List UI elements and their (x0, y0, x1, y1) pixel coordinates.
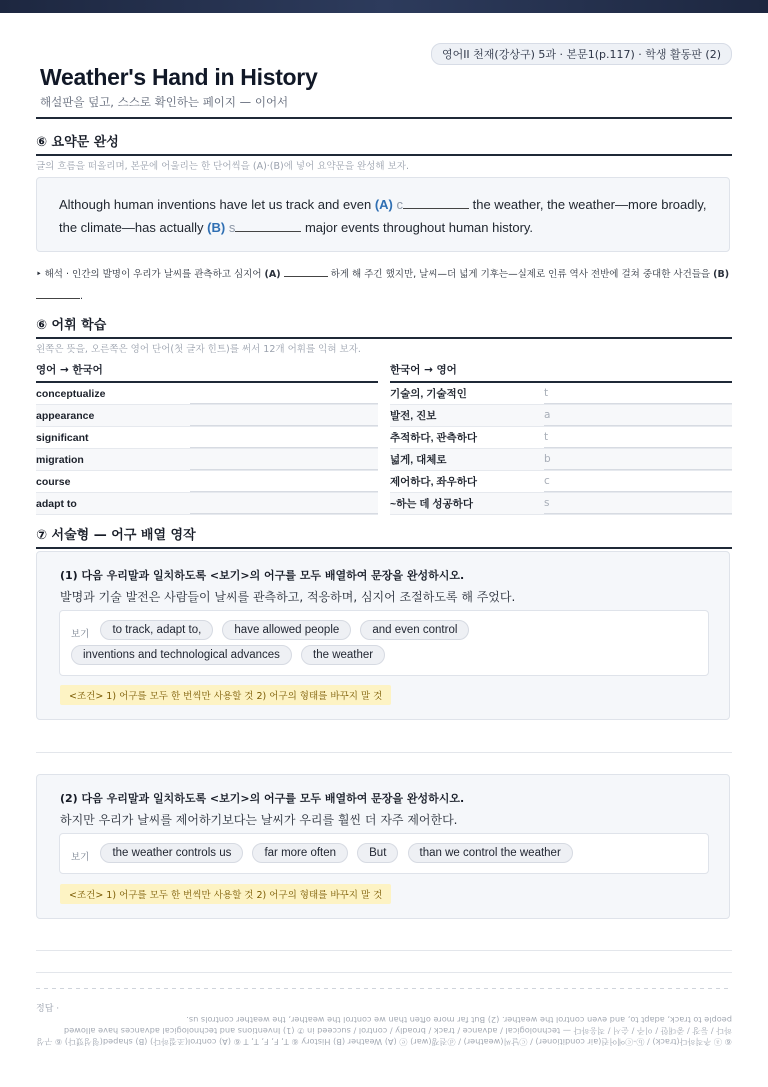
answer-line[interactable] (36, 752, 732, 753)
vocab-kor-eng-column (390, 362, 732, 515)
vocab-word: migration (36, 453, 84, 466)
translation-a-marker: (A) (264, 269, 281, 280)
word-chip[interactable]: than we control the weather (408, 843, 573, 863)
writing-heading: ⑦ 서술형 — 어구 배열 영작 (36, 524, 732, 549)
vocab-row (390, 427, 732, 449)
summary-box (36, 177, 730, 252)
summary-heading: ⑥ 요약문 완성 (36, 131, 732, 156)
vocab-word: 제어하다, 좌우하다 (390, 476, 477, 488)
vocab-hint-field[interactable]: t (544, 427, 732, 448)
summary-text-part2: the weather, the weather—more broadly, the climate—has actually (59, 197, 707, 235)
vocab-left-header: 영어 → 한국어 (36, 362, 378, 383)
blank-b-hint: s (228, 220, 236, 235)
vocab-row (36, 471, 378, 493)
vocab-word: 발전, 진보 (390, 410, 437, 422)
vocab-hint-field[interactable]: b (544, 449, 732, 470)
question-2-word-bank (59, 833, 709, 874)
vocab-row (36, 427, 378, 449)
vocab-right-header: 한국어 → 영어 (390, 362, 732, 383)
word-chip[interactable]: But (357, 843, 398, 863)
question-2-box (36, 774, 730, 919)
word-bank-label: 보기 (71, 628, 90, 640)
question-1-box (36, 551, 730, 720)
word-bank-label: 보기 (71, 851, 90, 863)
vocab-answer-field[interactable] (190, 405, 378, 426)
answer-key-upside-down: ⑥ ⓐ 추적하다(track) / ⓑ-ⓒ에어컨(air conditioner) / ⓒ날씨(weather) / ⓓ전쟁(war) ⓔ (A) Weather (B) History ⑥ T, F, F, T, T ⑥ (A) control(조절하다) (B) shaped(형성했다) ⑥ 구성하다 / 등장 / 중대한 / 이주 / 순서 / 적응하다 — technological / advance / track / broadly / control / succeed in ⑦ (1) Inventions and technological advances have allowed people to track, adapt to, and even control the weather. (2) But far more often than we control the weather, the weather controls us. (36, 1015, 732, 1047)
blank-b-input[interactable] (235, 218, 301, 232)
answer-line[interactable] (36, 950, 732, 951)
question-1-korean: 발명과 기술 발전은 사람들이 날씨를 관측하고, 적응하며, 심지어 조절하도록 해 주었다. (60, 590, 516, 604)
vocab-answer-field[interactable] (190, 383, 378, 404)
translation-a-blank[interactable] (284, 266, 328, 277)
summary-translation (36, 264, 732, 308)
vocab-answer-field[interactable] (190, 427, 378, 448)
vocab-word: 넓게, 대체로 (390, 454, 447, 466)
title-divider (36, 117, 732, 119)
vocab-row (36, 493, 378, 515)
question-1-title: (1) 다음 우리말과 일치하도록 <보기>의 어구를 모두 배열하여 문장을 완성하시오. (60, 569, 465, 582)
vocab-eng-kor-column (36, 362, 378, 515)
word-chip[interactable]: to track, adapt to, (100, 620, 213, 640)
word-chip[interactable]: and even control (360, 620, 469, 640)
page-subtitle: 해설판을 덮고, 스스로 확인하는 페이지 — 이어서 (40, 95, 289, 109)
word-chip[interactable]: far more often (252, 843, 348, 863)
question-2-korean: 하지만 우리가 날씨를 제어하기보다는 날씨가 우리를 훨씬 더 자주 제어한다. (60, 813, 458, 827)
vocab-row (36, 449, 378, 471)
vocab-word: conceptualize (36, 387, 106, 400)
vocab-row (390, 383, 732, 405)
vocab-row (36, 405, 378, 427)
translation-b-blank[interactable] (36, 288, 80, 299)
summary-instruction: 글의 흐름을 떠올리며, 본문에 어울리는 한 단어씩을 (A)·(B)에 넣어 요약문을 완성해 보자. (36, 161, 409, 172)
question-1-condition: <조건> 1) 어구를 모두 한 번씩만 사용할 것 2) 어구의 형태를 바꾸지 말 것 (60, 685, 391, 705)
blank-a-input[interactable] (403, 195, 469, 209)
vocab-answer-field[interactable] (190, 471, 378, 492)
translation-prefix: ‣ 해석 · 인간의 발명이 우리가 날씨를 관측하고 심지어 (36, 269, 262, 280)
translation-end: . (80, 291, 84, 302)
vocab-answer-field[interactable] (190, 449, 378, 470)
vocab-instruction: 왼쪽은 뜻을, 오른쪽은 영어 단어(첫 글자 힌트)를 써서 12개 어휘를 익혀 보자. (36, 344, 361, 355)
vocab-row (390, 449, 732, 471)
answer-line[interactable] (36, 972, 732, 973)
summary-text-part3: major events throughout human history. (304, 220, 534, 235)
page-tag-badge: 영어II 천재(강상구) 5과 · 본문1(p.117) · 학생 활동판 (2) (431, 43, 732, 65)
vocab-hint-field[interactable]: c (544, 471, 732, 492)
word-chip[interactable]: have allowed people (222, 620, 351, 640)
vocab-row (36, 383, 378, 405)
word-chip[interactable]: inventions and technological advances (71, 645, 292, 665)
vocab-heading: ⑥ 어휘 학습 (36, 314, 732, 339)
vocab-word: ~하는 데 성공하다 (390, 498, 473, 510)
top-banner (0, 0, 768, 13)
vocab-word: appearance (36, 409, 95, 422)
vocab-word: 기술의, 기술적인 (390, 388, 467, 400)
vocab-word: significant (36, 431, 89, 444)
translation-b-marker: (B) (713, 269, 730, 280)
blank-a-marker: (A) (374, 197, 393, 212)
vocab-answer-field[interactable] (190, 493, 378, 514)
translation-middle: 하게 해 주긴 했지만, 날씨—더 넓게 기후는—실제로 인류 역사 전반에 걸쳐 중대한 사건들을 (330, 269, 711, 280)
vocab-hint-field[interactable]: s (544, 493, 732, 514)
blank-a-hint: c (396, 197, 403, 212)
cut-line (36, 988, 732, 989)
blank-b-marker: (B) (207, 220, 226, 235)
question-2-title: (2) 다음 우리말과 일치하도록 <보기>의 어구를 모두 배열하여 문장을 완성하시오. (60, 792, 465, 805)
word-chip[interactable]: the weather (301, 645, 385, 665)
question-1-word-bank (59, 610, 709, 676)
question-2-condition: <조건> 1) 어구를 모두 한 번씩만 사용할 것 2) 어구의 형태를 바꾸지 말 것 (60, 884, 391, 904)
vocab-row (390, 405, 732, 427)
vocab-word: 추적하다, 관측하다 (390, 432, 477, 444)
vocab-word: adapt to (36, 497, 77, 510)
vocab-row (390, 471, 732, 493)
vocab-row (390, 493, 732, 515)
page-title: Weather's Hand in History (40, 64, 318, 90)
word-chip[interactable]: the weather controls us (100, 843, 243, 863)
answer-key-label: 정답 · (36, 1004, 60, 1014)
vocab-hint-field[interactable]: t (544, 383, 732, 404)
vocab-word: course (36, 475, 71, 488)
summary-text-part1: Although human inventions have let us track and even (59, 197, 372, 212)
vocab-hint-field[interactable]: a (544, 405, 732, 426)
